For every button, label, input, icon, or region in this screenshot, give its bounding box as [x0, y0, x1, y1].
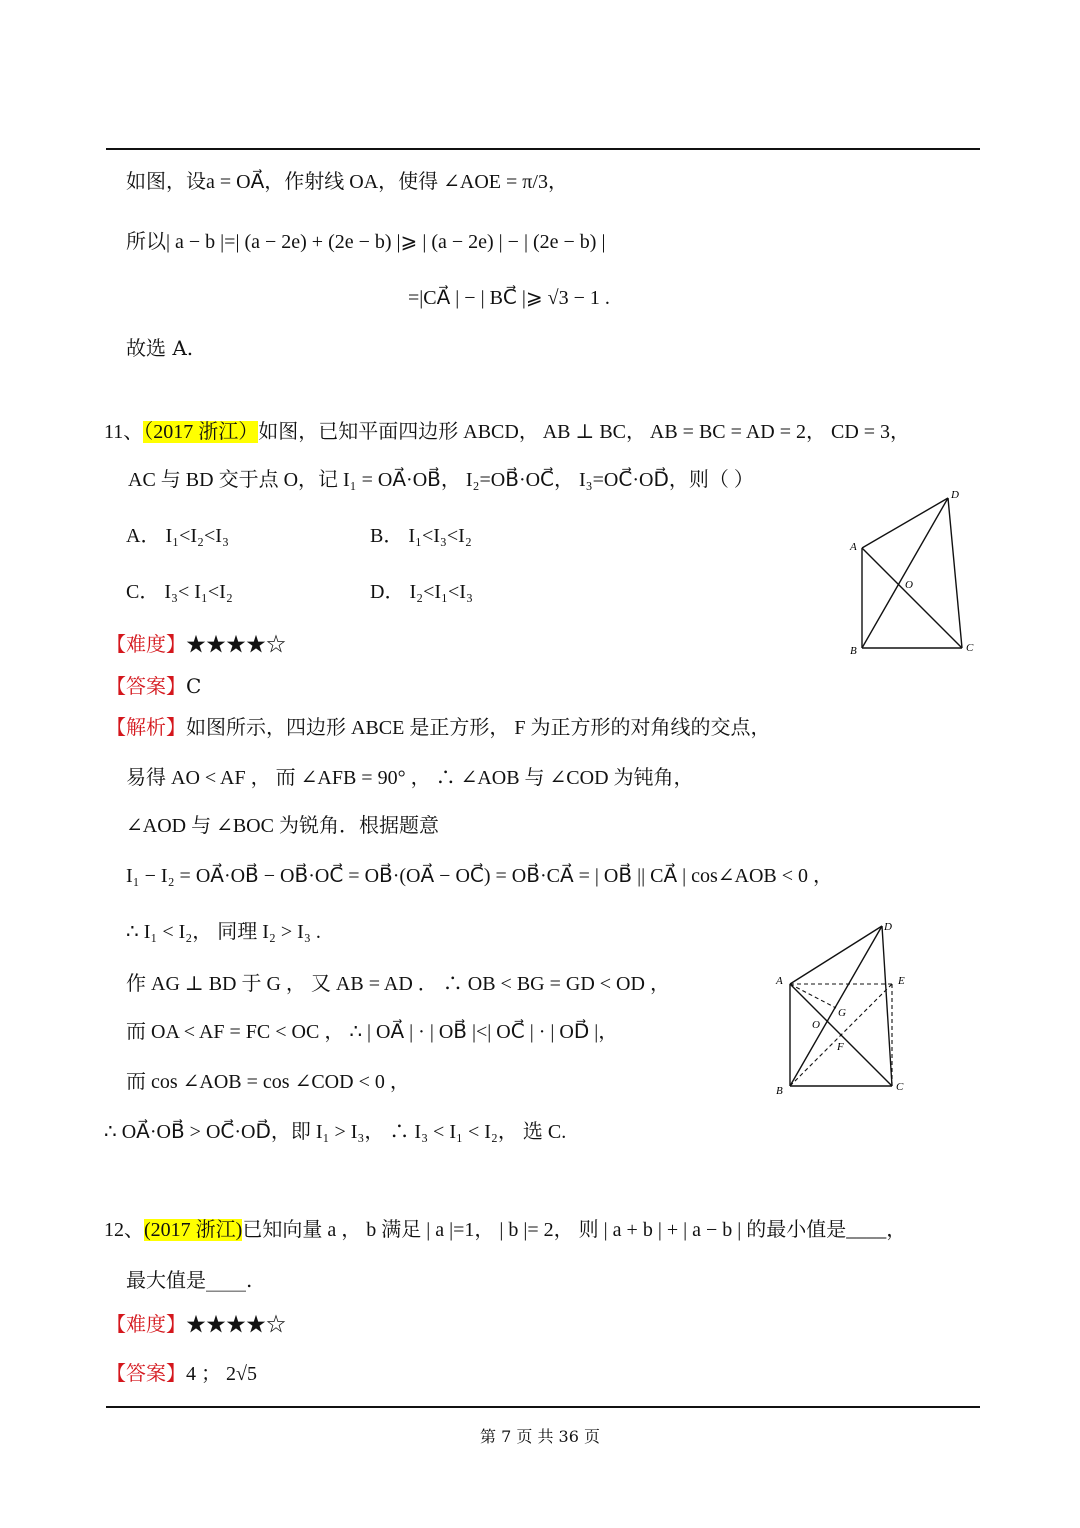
option-key: A．	[126, 525, 161, 547]
bottom-rule	[106, 1406, 980, 1408]
q11-analysis-line-8: 而 cos ∠AOB = cos ∠COD < 0 ，	[126, 1071, 410, 1093]
q11-analysis-line-6: 作 AG ⊥ BD 于 G ， 又 AB = AD ． ∴ OB < BG = GD < OD ，	[126, 973, 670, 995]
q11-analysis-line-9: ∴ OA⃗·OB⃗ > OC⃗·OD⃗，即 I₁ > I₃， ∴ I₃ < I₁ < I₂， 选 C.	[104, 1121, 567, 1143]
label-b: B	[850, 645, 857, 657]
q12-difficulty	[106, 1310, 286, 1338]
q11-source: （2017 浙江）	[143, 421, 259, 443]
label-f: F	[837, 1041, 844, 1053]
difficulty-stars: ★★★★☆	[186, 632, 286, 656]
q11-answer	[106, 672, 201, 700]
label-d: D	[884, 921, 892, 933]
edge-da	[790, 926, 882, 984]
difficulty-label: 【难度】	[106, 632, 186, 656]
q11-analysis-line-5: ∴ I₁ < I₂， 同理 I₂ > I₃ .	[126, 921, 321, 943]
diagonal-bd	[862, 498, 948, 648]
label-d: D	[951, 489, 959, 501]
dashed-ag	[790, 984, 836, 1008]
q11-option-b	[370, 522, 472, 550]
q12-source: (2017 浙江)	[144, 1219, 243, 1241]
q11-number: 11、	[104, 421, 144, 443]
page-footer: 第 7 页 共 36 页	[480, 1427, 600, 1446]
q12-answer	[106, 1360, 257, 1388]
q11-difficulty	[106, 630, 286, 658]
label-b: B	[776, 1085, 783, 1097]
answer-value: 4 ； 2√5	[186, 1363, 257, 1385]
q12-stem: 已知向量 a ， b 满足 | a |=1， | b |= 2， 则 | a + b | + | a − b | 的最小值是____，	[242, 1219, 907, 1241]
difficulty-stars: ★★★★☆	[186, 1312, 286, 1336]
option-key: B．	[370, 525, 404, 547]
q12-stem-line-2: 最大值是____.	[126, 1268, 253, 1292]
option-text: I₁<I₂<I₃	[165, 525, 229, 547]
q11-analysis-line-1	[106, 714, 770, 742]
q12-stem-line-1	[104, 1216, 906, 1244]
option-key: D．	[370, 581, 405, 603]
q11-analysis-line-4: I₁ − I₂ = OA⃗·OB⃗ − OB⃗·OC⃗ = OB⃗·(OA⃗ − OC⃗) = OB⃗·CA⃗ = | OB⃗ || CA⃗ | cos∠AOB < 0 ，	[126, 865, 834, 887]
prev-solution-conclusion: 故选 A.	[126, 336, 194, 360]
top-rule	[106, 148, 980, 150]
label-c: C	[896, 1081, 904, 1093]
prev-solution-line-1: 如图，设a = OA⃗，作射线 OA，使得 ∠AOE = π/3，	[126, 171, 568, 193]
label-o: O	[905, 579, 913, 591]
q11-analysis-line-7: 而 OA < AF = FC < OC ， ∴ | OA⃗ | · | OB⃗ |<| OC⃗ | · | OD⃗ |，	[126, 1021, 619, 1043]
q11-figure-quadrilateral	[840, 486, 990, 660]
answer-value: C	[186, 674, 202, 698]
prev-solution-line-3: =|CA⃗ | − | BC⃗ |⩾ √3 − 1 .	[408, 287, 610, 309]
option-text: I₃< I₁<I₂	[164, 581, 233, 603]
option-key: C．	[126, 581, 160, 603]
q11-option-d	[370, 578, 473, 606]
q11-figure-square-construction	[770, 916, 920, 1100]
q11-option-c	[126, 578, 233, 606]
answer-label: 【答案】	[106, 674, 186, 698]
option-text: I₁<I₃<I₂	[408, 525, 472, 547]
label-c: C	[966, 642, 974, 654]
q12-number: 12、	[104, 1219, 144, 1241]
q11-analysis-line-2: 易得 AO < AF ， 而 ∠AFB = 90° ， ∴ ∠AOB 与 ∠COD 为钝角，	[126, 767, 694, 789]
q11-stem-line-1	[104, 418, 910, 446]
q11-option-a	[126, 522, 229, 550]
q11-analysis-line-3: ∠AOD 与 ∠BOC 为锐角．根据题意	[126, 815, 439, 837]
q11-stem: 如图，已知平面四边形 ABCD， AB ⊥ BC， AB = BC = AD = 2， CD = 3，	[258, 421, 911, 443]
diagonal-ac	[862, 548, 962, 648]
analysis-label: 【解析】	[106, 717, 186, 739]
analysis-text: 如图所示，四边形 ABCE 是正方形， F 为正方形的对角线的交点，	[186, 717, 771, 739]
prev-solution-line-2: 所以| a − b |=| (a − 2e) + (2e − b) |⩾ | (a − 2e) | − | (2e − b) |	[126, 231, 606, 253]
edge-da	[862, 498, 948, 548]
q11-stem-line-2: AC 与 BD 交于点 O，记 I₁ = OA⃗·OB⃗， I₂=OB⃗·OC⃗， I₃=OC⃗·OD⃗，则（ ）	[128, 469, 754, 491]
label-g: G	[838, 1007, 846, 1019]
label-o: O	[812, 1019, 820, 1031]
label-a: A	[850, 541, 857, 553]
edge-cd	[882, 926, 892, 1086]
option-text: I₂<I₁<I₃	[409, 581, 473, 603]
label-a: A	[776, 975, 783, 987]
difficulty-label: 【难度】	[106, 1312, 186, 1336]
answer-label: 【答案】	[106, 1363, 186, 1385]
label-e: E	[898, 975, 905, 987]
edge-cd	[948, 498, 962, 648]
